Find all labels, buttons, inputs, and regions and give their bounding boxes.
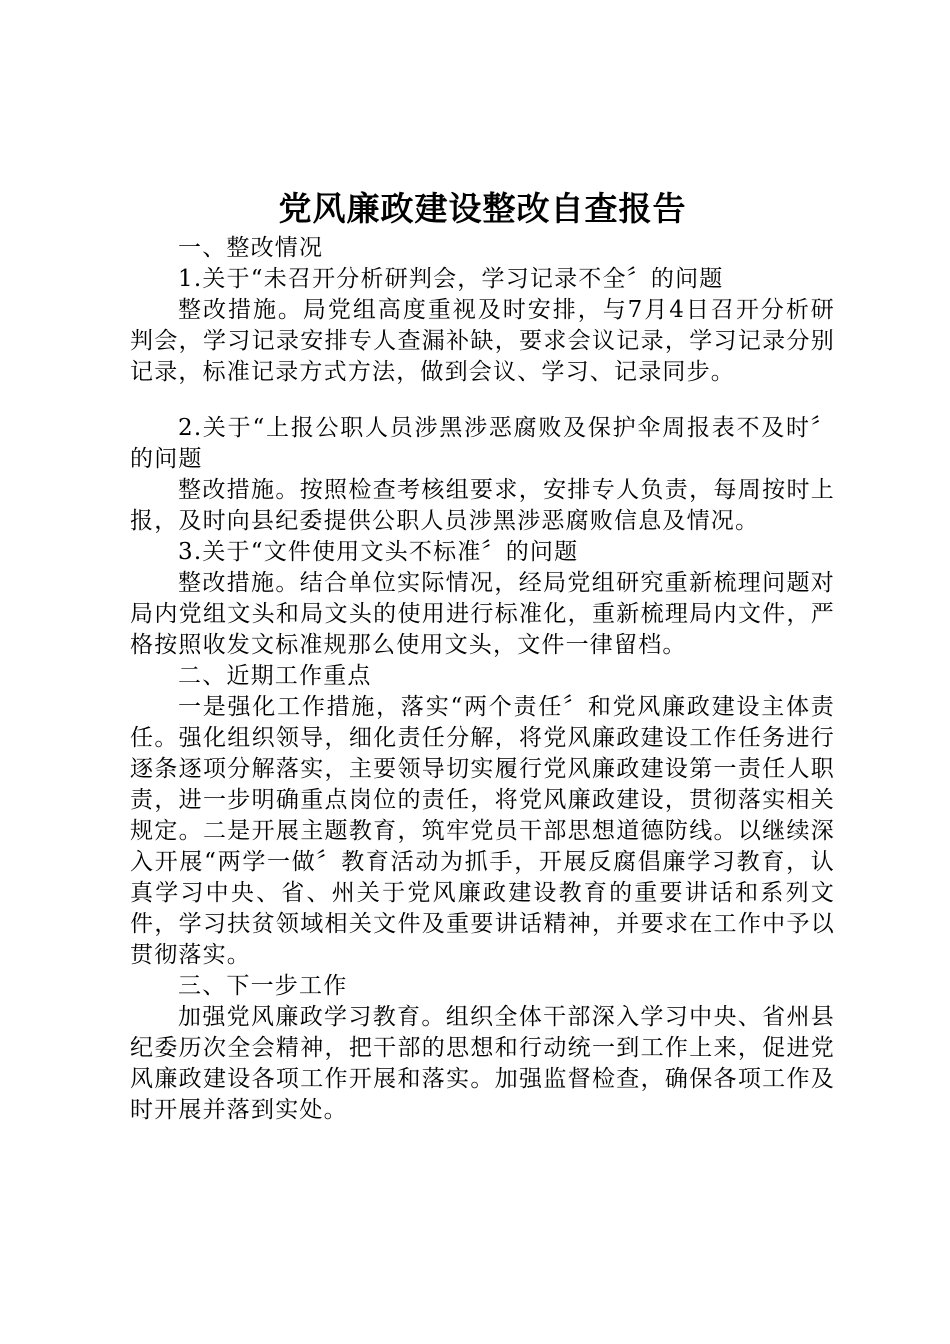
issue-heading-2: 2.关于“上报公职人员涉黑涉恶腐败及保护伞周报表不及时〞的问题: [130, 415, 835, 472]
issue-heading-1: 1.关于“未召开分析研判会，学习记录不全〞的问题: [178, 266, 724, 292]
document-body: [130, 233, 835, 1126]
section-heading-1: 一、整改情况: [178, 235, 324, 261]
measure-paragraph-3: 整改措施。结合单位实际情况，经局党组研究重新梳理问题对局内党组文头和局文头的使用进行标准化，重新梳理局内文件，严格按照收发文标准规那么使用文头，文件一律留档。: [130, 570, 835, 658]
measure-paragraph-1: 整改措施。局党组高度重视及时安排，与7月4日召开分析研判会，学习记录安排专人查漏补缺，要求会议记录，学习记录分别记录，标准记录方式方法，做到会议、学习、记录同步。: [130, 297, 835, 385]
next-steps-paragraph: 加强党风廉政学习教育。组织全体干部深入学习中央、省州县纪委历次全会精神，把干部的思想和行动统一到工作上来，促进党风廉政建设各项工作开展和落实。加强监督检查，确保各项工作及时开展并落到实处。: [130, 1004, 835, 1123]
focus-paragraph: 一是强化工作措施，落实“两个责任〞和党风廉政建设主体责任。强化组织领导，细化责任分解，将党风廉政建设工作任务进行逐条逐项分解落实，主要领导切实履行党风廉政建设第一责任人职责，进一步明确重点岗位的责任，将党风廉政建设，贯彻落实相关规定。二是开展主题教育，筑牢党员干部思想道德防线。以继续深入开展“两学一做〞教育活动为抓手，开展反腐倡廉学习教育，认真学习中央、省、州关于党风廉政建设教育的重要讲话和系列文件，学习扶贫领域相关文件及重要讲话精神，并要求在工作中予以贯彻落实。: [130, 694, 835, 968]
issue-heading-3: 3.关于“文件使用文头不标准〞的问题: [178, 539, 579, 565]
document-title: 党风廉政建设整改自查报告: [278, 189, 687, 228]
document-page: [130, 185, 835, 1126]
measure-paragraph-2: 整改措施。按照检查考核组要求，安排专人负责，每周按时上报，及时向县纪委提供公职人员涉黑涉恶腐败信息及情况。: [130, 477, 835, 534]
section-heading-3: 三、下一步工作: [178, 973, 348, 999]
section-heading-2: 二、近期工作重点: [178, 663, 372, 689]
